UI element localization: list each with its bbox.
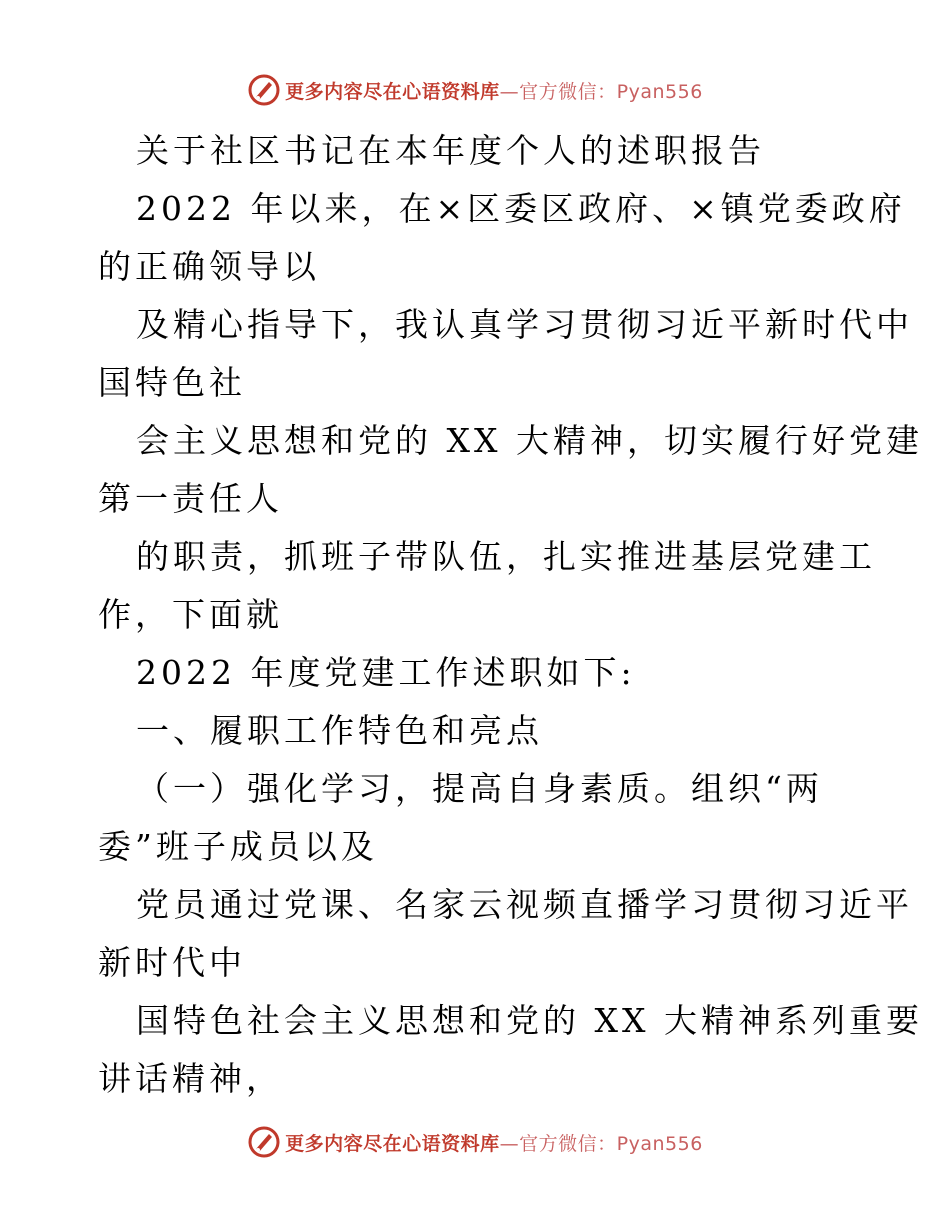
watermark-main: 更多内容尽在心语资料库 [285, 80, 500, 103]
doc-line: 国特色社 [98, 363, 246, 402]
doc-line: 新时代中 [98, 943, 246, 982]
doc-line: 的职责，抓班子带队伍，扎实推进基层党建工 [136, 537, 876, 576]
pen-seal-icon [247, 1125, 281, 1159]
watermark-text [285, 77, 703, 104]
doc-line: 党员通过党课、名家云视频直播学习贯彻习近平 [136, 885, 913, 924]
watermark-sub: 官方微信：Pyan556 [519, 1132, 703, 1155]
watermark-main: 更多内容尽在心语资料库 [285, 1132, 500, 1155]
doc-line: 作，下面就 [98, 595, 283, 634]
doc-line: 及精心指导下，我认真学习贯彻习近平新时代中 [136, 305, 913, 344]
watermark-sub: 官方微信：Pyan556 [519, 80, 703, 103]
doc-line: 关于社区书记在本年度个人的述职报告 [136, 131, 765, 170]
header-watermark [0, 70, 950, 110]
doc-line: 第一责任人 [98, 479, 283, 518]
watermark-separator: — [499, 1132, 520, 1155]
watermark-text [285, 1129, 703, 1156]
doc-line: 2022 年度党建工作述职如下: [136, 653, 636, 692]
doc-line: 国特色社会主义思想和党的 XX 大精神系列重要 [136, 1001, 923, 1040]
doc-line: 会主义思想和党的 XX 大精神，切实履行好党建 [136, 421, 923, 460]
pen-seal-icon [247, 73, 281, 107]
doc-line: 讲话精神， [98, 1059, 283, 1098]
document-body [98, 122, 923, 1108]
watermark-separator: — [499, 80, 520, 103]
doc-line: 2022 年以来，在×区委区政府、×镇党委政府 [136, 189, 906, 228]
doc-line: 一、履职工作特色和亮点 [136, 711, 543, 750]
doc-line: （一）强化学习，提高自身素质。组织“两 [136, 769, 823, 808]
doc-line: 委”班子成员以及 [98, 827, 378, 866]
footer-watermark [0, 1122, 950, 1162]
doc-line: 的正确领导以 [98, 247, 320, 286]
